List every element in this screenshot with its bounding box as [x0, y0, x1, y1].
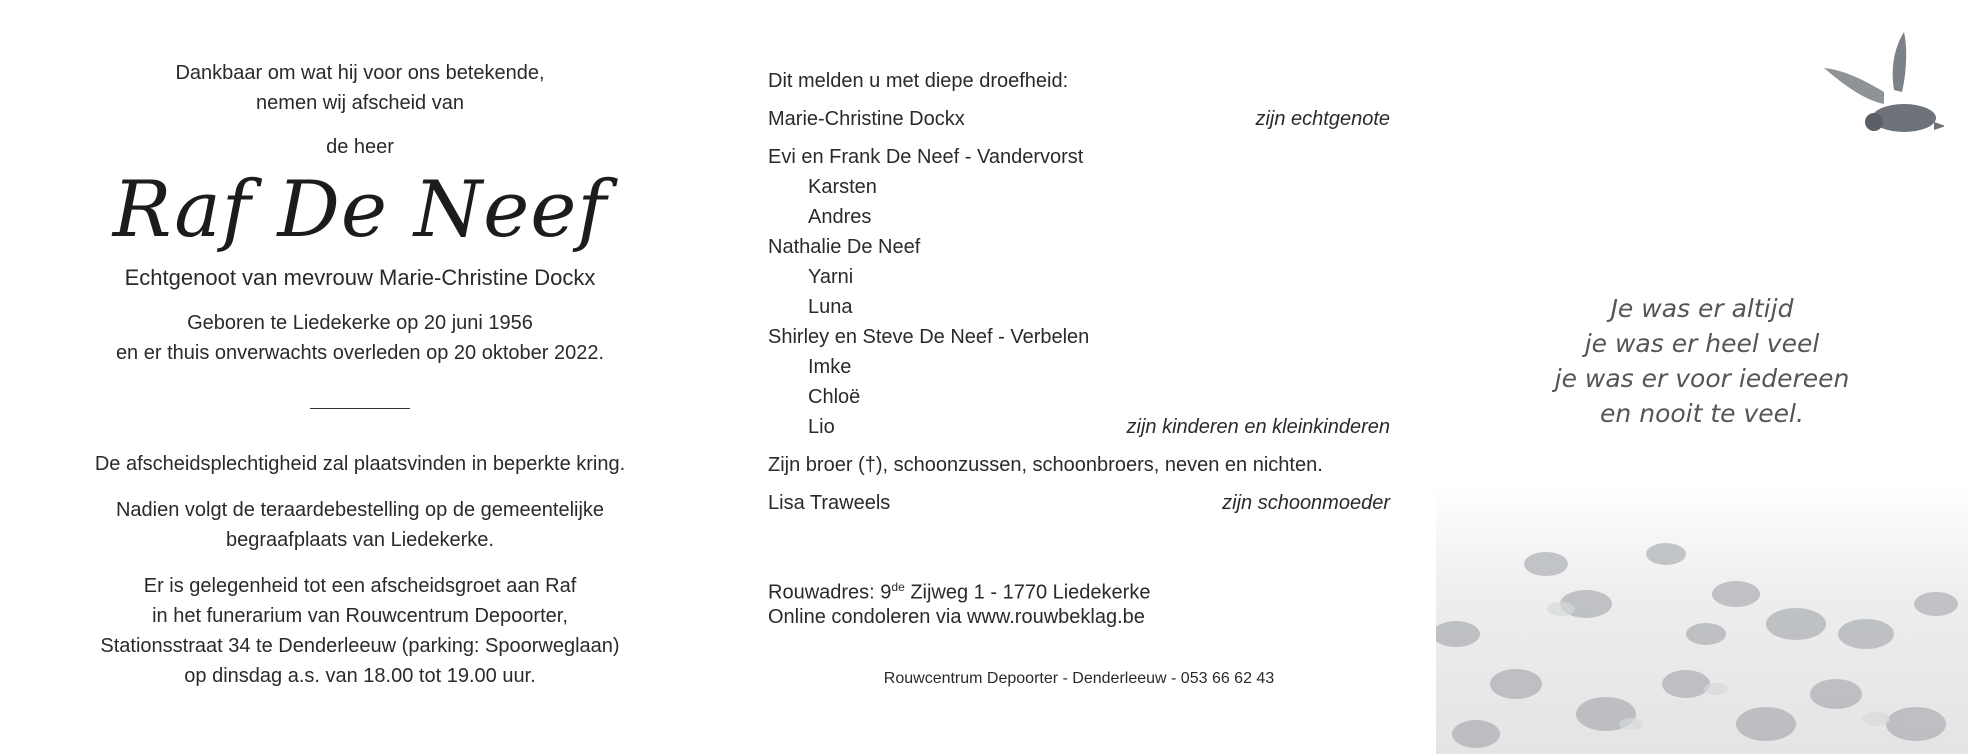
visit-line-2: in het funerarium van Rouwcentrum Depoorter,: [152, 605, 568, 627]
poem-line-2: je was er heel veel: [1584, 329, 1820, 358]
poem-line-1: Je was er altijd: [1610, 294, 1794, 323]
family-entry-wife: [768, 104, 1390, 134]
visit-line-4: op dinsdag a.s. van 18.00 tot 19.00 uur.: [184, 665, 536, 687]
intro-line-2: nemen wij afscheid van: [256, 92, 464, 114]
pigeons-flock-illustration: [1436, 484, 1968, 754]
burial-line-1: Nadien volgt de teraardebestelling op de gemeentelijke: [115, 499, 605, 521]
spouse-line: Echtgenoot van mevrouw Marie-Christine Dockx: [124, 265, 596, 290]
divider: [310, 408, 410, 409]
family-entry-mother-in-law: [768, 488, 1390, 518]
visit-line-1: Er is gelegenheid tot een afscheidsgroet aan Raf: [143, 575, 577, 597]
family-entry: Shirley en Steve De Neef - Verbelen: [768, 326, 1090, 348]
grandchild-entry: Andres: [808, 206, 872, 228]
grandchild-entry: Imke: [808, 356, 852, 378]
family-entry: Evi en Frank De Neef - Vandervorst: [768, 146, 1084, 168]
burial-line-2: begraafplaats van Liedekerke.: [226, 529, 494, 551]
family-heading: Dit melden u met diepe droefheid:: [768, 70, 1069, 92]
poem-line-3: je was er voor iedereen: [1554, 364, 1850, 393]
family-column: [768, 66, 1390, 632]
grandchild-entry: Yarni: [808, 266, 854, 288]
funeral-home-footer: Rouwcentrum Depoorter - Denderleeuw - 053 66 62 43: [883, 670, 1275, 687]
online-condolence-line: Online condoleren via www.rouwbeklag.be: [768, 606, 1145, 628]
grandchild-entry: Chloë: [808, 386, 861, 408]
address-ordinal: de: [891, 580, 905, 594]
wife-role: zijn echtgenote: [1255, 108, 1390, 130]
address-rest: Zijweg 1 - 1770 Liedekerke: [904, 581, 1151, 604]
grandchild-entry: Karsten: [808, 176, 877, 198]
wife-name: Marie-Christine Dockx: [768, 108, 965, 130]
poem: [1436, 291, 1968, 431]
died-line: en er thuis onverwachts overleden op 20 oktober 2022.: [115, 342, 605, 364]
mother-in-law-role: zijn schoonmoeder: [1222, 492, 1390, 514]
address-prefix: Rouwadres: 9: [768, 581, 892, 604]
family-entry-last-child: [768, 412, 1390, 442]
visit-line-3: Stationsstraat 34 te Denderleeuw (parking: Spoorweglaan): [100, 635, 620, 657]
intro-line-1: Dankbaar om wat hij voor ons betekende,: [175, 62, 545, 84]
children-role: zijn kinderen en kleinkinderen: [1126, 416, 1390, 438]
pigeons-background-image: [1436, 484, 1968, 754]
relatives-line: Zijn broer (†), schoonzussen, schoonbroers, neven en nichten.: [768, 454, 1323, 476]
born-line: Geboren te Liedekerke op 20 juni 1956: [187, 312, 533, 334]
poem-panel: [1436, 0, 1968, 754]
mother-in-law-name: Lisa Traweels: [768, 492, 891, 514]
family-entry: Nathalie De Neef: [768, 236, 921, 258]
announcement-column: [60, 58, 660, 691]
grandchild-entry: Luna: [808, 296, 853, 318]
ceremony-line: De afscheidsplechtigheid zal plaatsvinden in beperkte kring.: [94, 453, 626, 475]
deceased-name: Raf De Neef: [112, 165, 608, 255]
title-line: de heer: [326, 136, 394, 158]
poem-line-4: en nooit te veel.: [1600, 399, 1804, 428]
flying-pigeon-image: [1804, 30, 1944, 160]
address-line: [768, 572, 1390, 602]
grandchild-entry: Lio: [808, 416, 835, 438]
